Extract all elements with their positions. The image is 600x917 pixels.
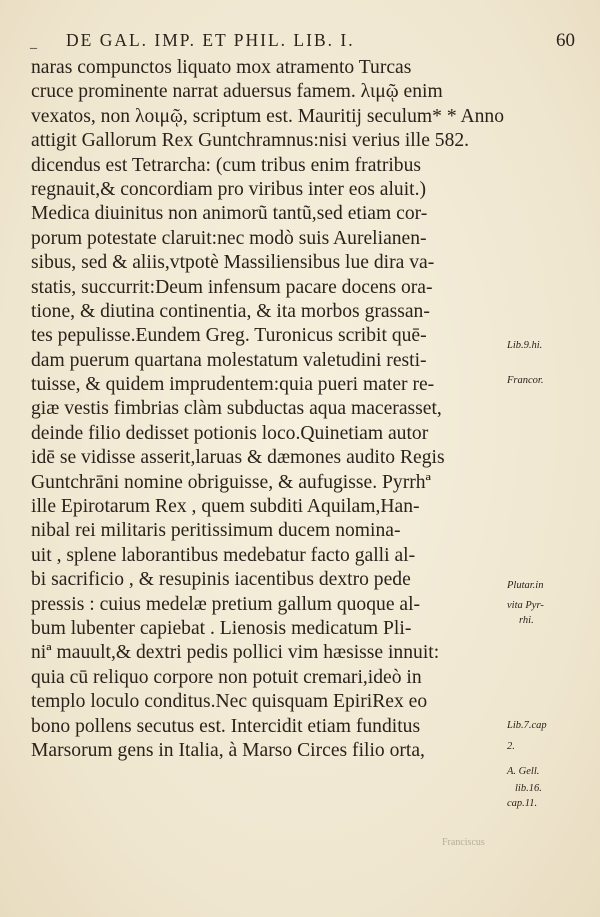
main-text <box>31 56 506 763</box>
text-line: deinde filio dedisset potionis loco.Quinetiam autor <box>31 422 429 444</box>
text-line: sibus, sed & aliis,vtpotè Massiliensibus lue dira va- <box>31 252 435 274</box>
margin-note: Lib.9.hi. <box>507 340 543 351</box>
text-line: dam puerum quartana molestatum valetudini resti- <box>31 349 427 371</box>
header-dash: _ <box>30 36 37 51</box>
margin-note: A. Gell. <box>507 766 540 777</box>
text-line: ille Epirotarum Rex , quem subditi Aquilam,Han- <box>31 496 420 518</box>
text-line: tione, & diutina continentia, & ita morbos grassan- <box>31 300 430 322</box>
margin-note: Lib.7.cap <box>507 720 547 731</box>
page-number: 60 <box>556 30 575 51</box>
text-line: pressis : cuius medelæ pretium gallum quoque al- <box>31 593 421 615</box>
text-line: statis, succurrit:Deum infensum pacare docens ora- <box>31 276 433 298</box>
text-line: tuisse, & quidem imprudentem:quia pueri mater re- <box>31 374 435 396</box>
text-line: niª mauult,& dextri pedis pollici vim hæsisse innuit: <box>31 642 440 664</box>
margin-note: vita Pyr- <box>507 600 544 611</box>
text-line: naras compunctos liquato mox atramento Turcas <box>31 57 412 78</box>
text-line: Guntchrāni nomine obriguisse, & aufugisse. Pyrrhª <box>31 471 431 493</box>
text-line: idē se vidisse asserit,laruas & dæmones audito Regis <box>31 447 445 469</box>
text-line: giæ vestis fimbrias clàm subductas aqua macerasset, <box>31 398 442 420</box>
text-line: regnauit,& concordiam pro viribus inter eos aluit.) <box>31 178 427 200</box>
text-line: bum lubenter capiebat . Lienosis medicatum Pli- <box>31 617 412 639</box>
margin-note: Francor. <box>507 375 544 386</box>
text-line: porum potestate claruit:nec modò suis Aurelianen- <box>31 227 427 249</box>
signature-mark: Franciscus <box>442 837 485 848</box>
margin-note: rhi. <box>519 615 534 626</box>
text-line: bi sacrificio , & resupinis iacentibus dextro pede <box>31 569 411 591</box>
running-title: DE GAL. IMP. ET PHIL. LIB. I. <box>66 30 355 50</box>
running-header <box>30 30 575 56</box>
text-line: dicendus est Tetrarcha: (cum tribus enim fratribus <box>31 154 422 176</box>
text-line: attigit Gallorum Rex Guntchramnus:nisi verius ille 582. <box>31 130 470 152</box>
margin-note: 2. <box>507 741 515 752</box>
text-line: vexatos, non λοιμῷ, scriptum est. Mauritij seculum* * Anno <box>31 105 504 127</box>
text-line: uit , splene laborantibus medebatur facto galli al- <box>31 544 416 566</box>
margin-note: lib.16. <box>515 783 542 794</box>
text-line: Medica diuinitus non animorũ tantũ,sed etiam cor- <box>31 203 428 225</box>
text-line: tes pepulisse.Eundem Greg. Turonicus scribit quē- <box>31 325 427 347</box>
text-line: Marsorum gens in Italia, à Marso Circes filio orta, <box>31 739 425 761</box>
text-line: cruce prominente narrat aduersus famem. λιμῷ enim <box>31 81 443 103</box>
text-line: bono pollens secutus est. Intercidit etiam funditus <box>31 715 421 737</box>
text-line: quia cū reliquo corpore non potuit cremari,ideò in <box>31 666 422 688</box>
text-line: templo loculo conditus.Nec quisquam EpiriRex eo <box>31 691 428 713</box>
text-line: nibal rei militaris peritissimum ducem nomina- <box>31 520 401 542</box>
margin-note: Plutar.in <box>507 580 544 591</box>
margin-note: cap.11. <box>507 798 538 809</box>
